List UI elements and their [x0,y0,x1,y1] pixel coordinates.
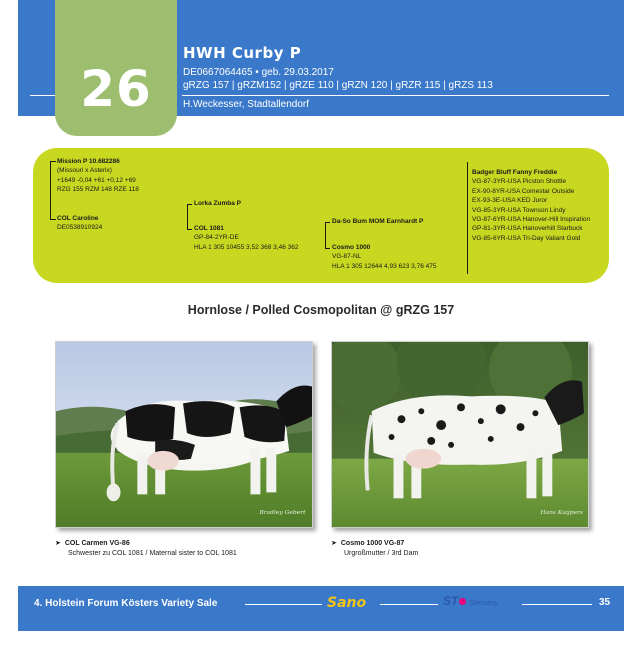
header-divider-left [30,95,55,96]
polled-title: Hornlose / Polled Cosmopolitan @ gRZG 157 [187,303,455,317]
bull-name: HWH Curby P [183,44,302,62]
sire-values-1: +1649 -0,04 +61 +0,12 +69 [57,176,136,184]
caption-subtitle: Urgroßmutter / 3rd Dam [344,550,419,557]
cow-photo-cosmo-1000 [331,341,589,528]
bull-registration: DE0667064465 • geb. 29.03.2017 [183,67,334,78]
cow-family-line: VG-87-6YR-USA Hanover-Hill Inspiration [472,216,591,224]
st-genetics-logo [443,594,498,608]
st-logo-dot-icon [459,598,466,605]
cow-family-line: GP-81-3YR-USA Hanoverhill Starbuck [472,225,583,233]
photo-caption-cosmo-1000 [331,539,418,559]
pedigree-dam-of-sire [57,214,102,233]
pedigree-tick [50,161,56,162]
footer-title: 4. Holstein Forum Kösters Variety Sale [34,598,218,609]
pedigree-bracket-granddam [325,222,326,249]
breeder: H.Weckesser, Stadtallendorf [183,99,309,110]
pedigree-tick [187,229,192,230]
cow-family-name: Badger Bluff Fanny Freddie [472,169,558,176]
dam-lactation: HLA 1 305 10455 3,52 368 3,46 362 [194,243,299,251]
granddam-name: Cosmo 1000 [332,244,371,251]
caption-title: Cosmo 1000 VG-87 [340,540,405,547]
photo-watermark: Bradley Gebert [259,509,306,517]
dam-of-sire-id: DE0538910924 [57,224,103,232]
page-number: 35 [599,597,611,608]
sire-values-2: RZG 155 RZM 148 RZE 118 [57,186,139,194]
pedigree-granddam [332,243,436,271]
st-logo-text: ST [443,594,459,608]
bull-info [183,66,493,92]
footer-divider [380,604,438,605]
cow-family-line: VG-85-6YR-USA Tri-Day Valiant Gold [472,234,581,242]
lot-number: 26 [80,60,152,118]
sire-parents: (Missouri x Asterix) [57,167,112,175]
mgd-sire-name: Da-So Bum MOM Earnhardt P [332,218,424,225]
granddam-classification: VG-87-NL [332,253,362,261]
sire-name: Mission P 10.682286 [57,158,120,165]
cow-family-line: EX-90-8YR-USA Comestar Outside [472,187,575,195]
dam-of-sire-name: COL Caroline [57,215,99,222]
caption-title: COL Carmen VG-86 [64,540,130,547]
dam-classification: GP-84-2YR-DE [194,234,239,242]
pedigree-tick [50,219,56,220]
pedigree-tick [325,248,330,249]
pedigree-cow-family [472,168,590,243]
photo-watermark: Hans Kuijpers [540,509,583,517]
pedigree-sire [57,157,139,195]
cow-photo-col-carmen-image [56,342,312,527]
sano-logo: Sano [327,595,367,611]
pedigree-tick [187,204,192,205]
pedigree-cow-family-divider [467,162,468,274]
cow-photo-cosmo-1000-image [332,342,588,527]
st-logo-germany: Germany [469,600,499,607]
photo-caption-col-carmen [55,539,237,559]
cow-photo-col-carmen [55,341,313,528]
cow-family-line: VG-87-3YR-USA Picston Shottle [472,178,566,186]
footer-divider [245,604,322,605]
bull-genomic-values: gRZG 157 | gRZM152 | gRZE 110 | gRZN 120 | gRZR 115 | gRZS 113 [183,80,493,91]
lot-number-box [55,0,177,136]
cow-family-line: VG-85-3YR-USA Townson Lindy [472,206,566,214]
footer-divider [522,604,592,605]
pedigree-bracket-dam [187,204,188,230]
pedigree-tick [325,222,330,223]
header-divider [182,95,609,96]
pedigree-dam [194,224,298,252]
pedigree-bracket-sire [50,161,51,220]
cow-family-line: EX-93-3E-USA KED Juror [472,197,548,205]
caption-arrow-icon: ➤ [331,540,337,547]
pedigree-sire-of-dam [194,199,241,208]
pedigree-mgd-sire [332,217,423,226]
sire-of-dam-name: Lorka Zumba P [194,200,241,207]
dam-name: COL 1081 [194,225,224,232]
caption-arrow-icon: ➤ [55,540,61,547]
granddam-lactation: HLA 1 305 12644 4,93 623 3,76 475 [332,262,437,270]
caption-subtitle: Schwester zu COL 1081 / Maternal sister to COL 1081 [68,550,237,557]
